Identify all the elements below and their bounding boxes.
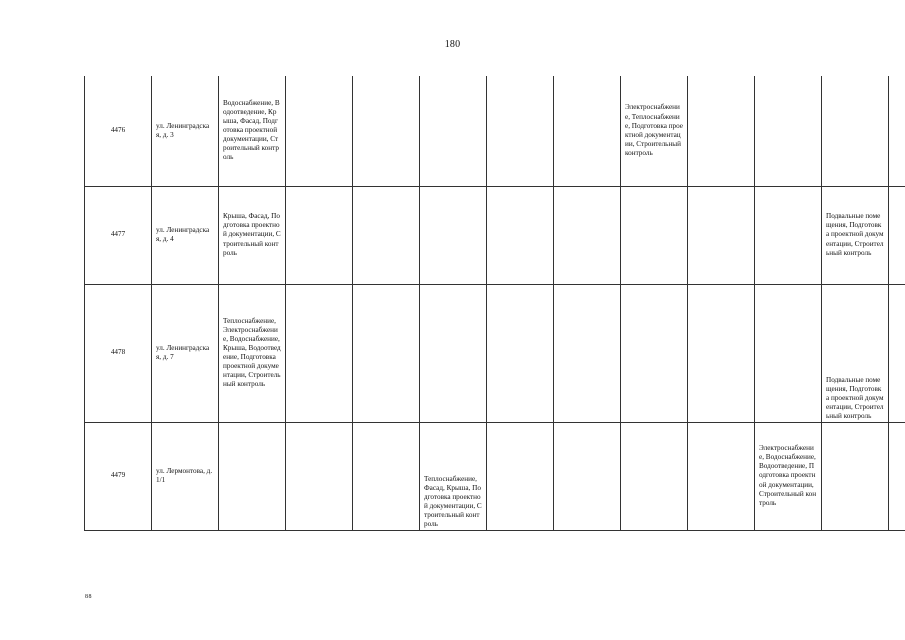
- works-cell: [554, 284, 621, 422]
- works-cell: Водоснабжение, Водоотведение, Крыша, Фасад, Подготовка проектной документации, Строительный контроль: [219, 76, 286, 186]
- row-id: 4476: [85, 76, 152, 186]
- table-row: [85, 422, 905, 530]
- works-cell: [487, 186, 554, 284]
- works-cell: [487, 422, 554, 530]
- works-cell: [755, 76, 822, 186]
- works-cell: Теплоснабжение, Электроснабжение, Водоснабжение, Крыша, Водоотведение, Подготовка проектной документации, Строительный контроль: [219, 284, 286, 422]
- works-cell: [889, 76, 905, 186]
- works-cell: Электроснабжение, Водоснабжение, Водоотведение, Подготовка проектной документации, Строительный контроль: [755, 422, 822, 530]
- works-cell: [420, 186, 487, 284]
- page-number: 180: [444, 39, 461, 50]
- table-row: [85, 186, 905, 284]
- works-cell: [420, 284, 487, 422]
- registry-table: [84, 76, 905, 531]
- works-cell: [487, 76, 554, 186]
- works-cell: [353, 76, 420, 186]
- works-cell: [621, 422, 688, 530]
- works-cell: [286, 422, 353, 530]
- works-cell: [487, 284, 554, 422]
- works-cell: [219, 422, 286, 530]
- works-cell: [755, 186, 822, 284]
- works-cell: [688, 284, 755, 422]
- works-cell: [286, 284, 353, 422]
- row-id: 4479: [85, 422, 152, 530]
- address-cell: ул. Ленинградская, д. 7: [152, 284, 219, 422]
- row-id: 4478: [85, 284, 152, 422]
- address-cell: ул. Лермонтова, д. 1/1: [152, 422, 219, 530]
- works-cell: [554, 422, 621, 530]
- works-cell: [621, 186, 688, 284]
- works-cell: [688, 76, 755, 186]
- works-cell: [889, 422, 905, 530]
- works-cell: [688, 186, 755, 284]
- works-cell: [822, 76, 889, 186]
- table-row: [85, 284, 905, 422]
- works-cell: [420, 76, 487, 186]
- footer-mark: 88: [85, 594, 92, 600]
- works-cell: [822, 422, 889, 530]
- address-cell: ул. Ленинградская, д. 3: [152, 76, 219, 186]
- table-row: [85, 76, 905, 186]
- works-cell: Подвальные помещения, Подготовка проектной документации, Строительный контроль: [822, 284, 889, 422]
- works-cell: [554, 76, 621, 186]
- works-cell: Крыша, Фасад, Подготовка проектной документации, Строительный контроль: [219, 186, 286, 284]
- row-id: 4477: [85, 186, 152, 284]
- works-cell: Подвальные помещения, Подготовка проектной документации, Строительный контроль: [822, 186, 889, 284]
- works-cell: Электроснабжение, Теплоснабжение, Подготовка проектной документации, Строительный контроль: [621, 76, 688, 186]
- works-cell: [688, 422, 755, 530]
- address-cell: ул. Ленинградская, д. 4: [152, 186, 219, 284]
- works-cell: [353, 422, 420, 530]
- works-cell: [889, 186, 905, 284]
- works-cell: Теплоснабжение, Фасад, Крыша, Подготовка проектной документации, Строительный контроль: [420, 422, 487, 530]
- works-cell: [554, 186, 621, 284]
- works-cell: [621, 284, 688, 422]
- works-cell: [286, 186, 353, 284]
- works-cell: [755, 284, 822, 422]
- works-cell: [286, 76, 353, 186]
- works-cell: [353, 284, 420, 422]
- works-cell: [889, 284, 905, 422]
- works-cell: [353, 186, 420, 284]
